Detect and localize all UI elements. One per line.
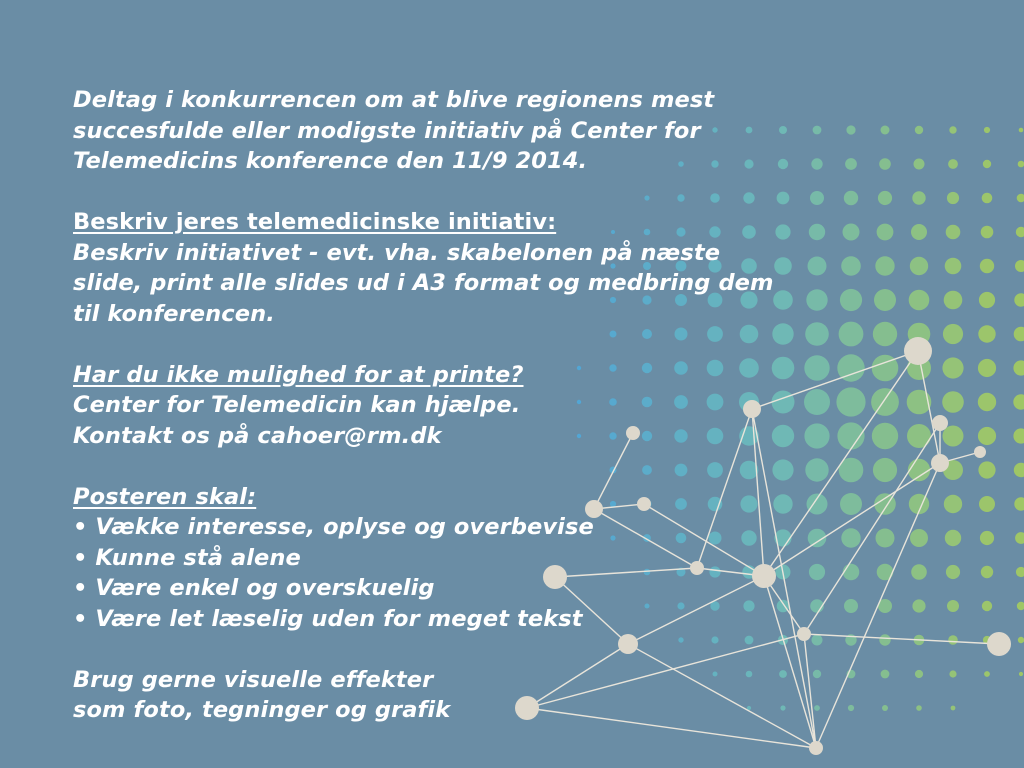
pattern-dot: [1017, 602, 1024, 610]
pattern-dot: [916, 705, 922, 711]
pattern-dot: [1013, 360, 1024, 375]
pattern-dot: [951, 706, 956, 711]
network-node: [932, 415, 948, 431]
print-help-line: Center for Telemedicin kan hjælpe.: [73, 392, 521, 418]
pattern-dot: [945, 530, 961, 546]
pattern-dot: [984, 127, 990, 133]
pattern-dot: [1017, 194, 1024, 203]
pattern-dot: [908, 459, 930, 481]
pattern-dot: [876, 529, 895, 548]
network-node: [987, 632, 1011, 656]
pattern-dot: [944, 495, 962, 513]
describe-line: til konferencen.: [73, 300, 275, 327]
pattern-dot: [1014, 497, 1024, 510]
pattern-dot: [949, 126, 956, 133]
intro-line: Deltag i konkurrencen om at blive regionens mest: [73, 87, 715, 113]
pattern-dot: [945, 258, 962, 275]
pattern-dot: [1018, 637, 1024, 643]
pattern-dot: [942, 391, 964, 413]
pattern-dot: [1018, 161, 1024, 168]
pattern-dot: [881, 670, 890, 679]
describe-section: [73, 207, 873, 329]
pattern-dot: [1014, 463, 1024, 477]
pattern-dot: [984, 671, 990, 677]
pattern-dot: [982, 601, 992, 611]
pattern-dot: [872, 423, 898, 449]
pattern-dot: [912, 191, 925, 204]
describe-line: Beskriv initiativet - evt. vha. skabelonen på næste: [73, 239, 721, 266]
pattern-dot: [878, 191, 892, 205]
pattern-dot: [944, 291, 963, 310]
closing-paragraph: [73, 665, 873, 726]
pattern-dot: [873, 458, 897, 482]
pattern-dot: [980, 259, 994, 273]
pattern-dot: [881, 126, 890, 135]
describe-heading: Beskriv jeres telemedicinske initiativ:: [73, 209, 557, 235]
pattern-dot: [979, 292, 995, 308]
network-node: [931, 454, 949, 472]
pattern-dot: [946, 565, 960, 579]
list-item: • Vække interesse, oplyse og overbevise: [73, 512, 873, 543]
pattern-dot: [910, 529, 928, 547]
pattern-dot: [874, 289, 896, 311]
poster-section: [73, 482, 873, 635]
pattern-dot: [875, 256, 894, 275]
pattern-dot: [981, 566, 993, 578]
poster-heading: Posteren skal:: [73, 483, 257, 510]
pattern-dot: [983, 160, 991, 168]
pattern-dot: [1014, 293, 1024, 306]
network-node: [974, 446, 986, 458]
pattern-dot: [982, 193, 993, 204]
pattern-dot: [1013, 428, 1024, 443]
pattern-dot: [946, 225, 961, 240]
pattern-dot: [1013, 394, 1024, 409]
pattern-dot: [879, 634, 890, 645]
pattern-dot: [912, 599, 925, 612]
pattern-dot: [877, 224, 894, 241]
pattern-dot: [910, 257, 928, 275]
closing-line: som foto, tegninger og grafik: [73, 697, 451, 723]
pattern-dot: [1015, 532, 1024, 544]
pattern-dot: [915, 126, 923, 134]
print-help-heading: Har du ikke mulighed for at printe?: [73, 361, 524, 388]
pattern-dot: [948, 635, 958, 645]
pattern-dot: [1014, 327, 1024, 342]
pattern-dot: [871, 388, 899, 416]
pattern-dot: [979, 496, 995, 512]
pattern-dot: [947, 600, 959, 612]
pattern-dot: [978, 461, 995, 478]
pattern-dot: [882, 705, 888, 711]
pattern-dot: [1016, 567, 1024, 577]
pattern-dot: [907, 424, 931, 448]
pattern-dot: [1015, 260, 1024, 272]
network-node: [809, 741, 823, 755]
pattern-dot: [914, 159, 925, 170]
closing-line: Brug gerne visuelle effekter: [73, 666, 434, 693]
pattern-dot: [980, 531, 994, 545]
pattern-dot: [981, 226, 994, 239]
pattern-dot: [942, 357, 963, 378]
pattern-dot: [1016, 227, 1024, 237]
pattern-dot: [915, 670, 923, 678]
pattern-dot: [978, 325, 995, 342]
pattern-dot: [1019, 672, 1023, 676]
intro-paragraph: [73, 85, 873, 177]
pattern-dot: [909, 290, 930, 311]
pattern-dot: [1019, 128, 1024, 133]
pattern-dot: [947, 192, 959, 204]
pattern-dot: [978, 427, 996, 445]
poster-requirements-list: [73, 512, 873, 634]
slide-text: [73, 85, 873, 726]
pattern-dot: [911, 564, 927, 580]
intro-line: succesfulde eller modigste initiativ på Center for: [73, 117, 701, 144]
intro-line: Telemedicins konference den 11/9 2014.: [73, 148, 588, 174]
print-help-section: [73, 360, 873, 452]
list-item: • Være enkel og overskuelig: [73, 573, 873, 604]
print-help-line: Kontakt os på cahoer@rm.dk: [73, 422, 442, 449]
list-item: • Kunne stå alene: [73, 543, 873, 574]
pattern-dot: [948, 159, 958, 169]
pattern-dot: [978, 393, 996, 411]
describe-line: slide, print alle slides ud i A3 format og medbring dem: [73, 270, 774, 296]
pattern-dot: [873, 322, 897, 346]
network-node: [904, 337, 932, 365]
pattern-dot: [978, 359, 996, 377]
pattern-dot: [949, 670, 956, 677]
pattern-dot: [911, 224, 927, 240]
pattern-dot: [943, 324, 963, 344]
pattern-dot: [879, 158, 891, 170]
list-item: • Være let læselig uden for meget tekst: [73, 604, 873, 635]
